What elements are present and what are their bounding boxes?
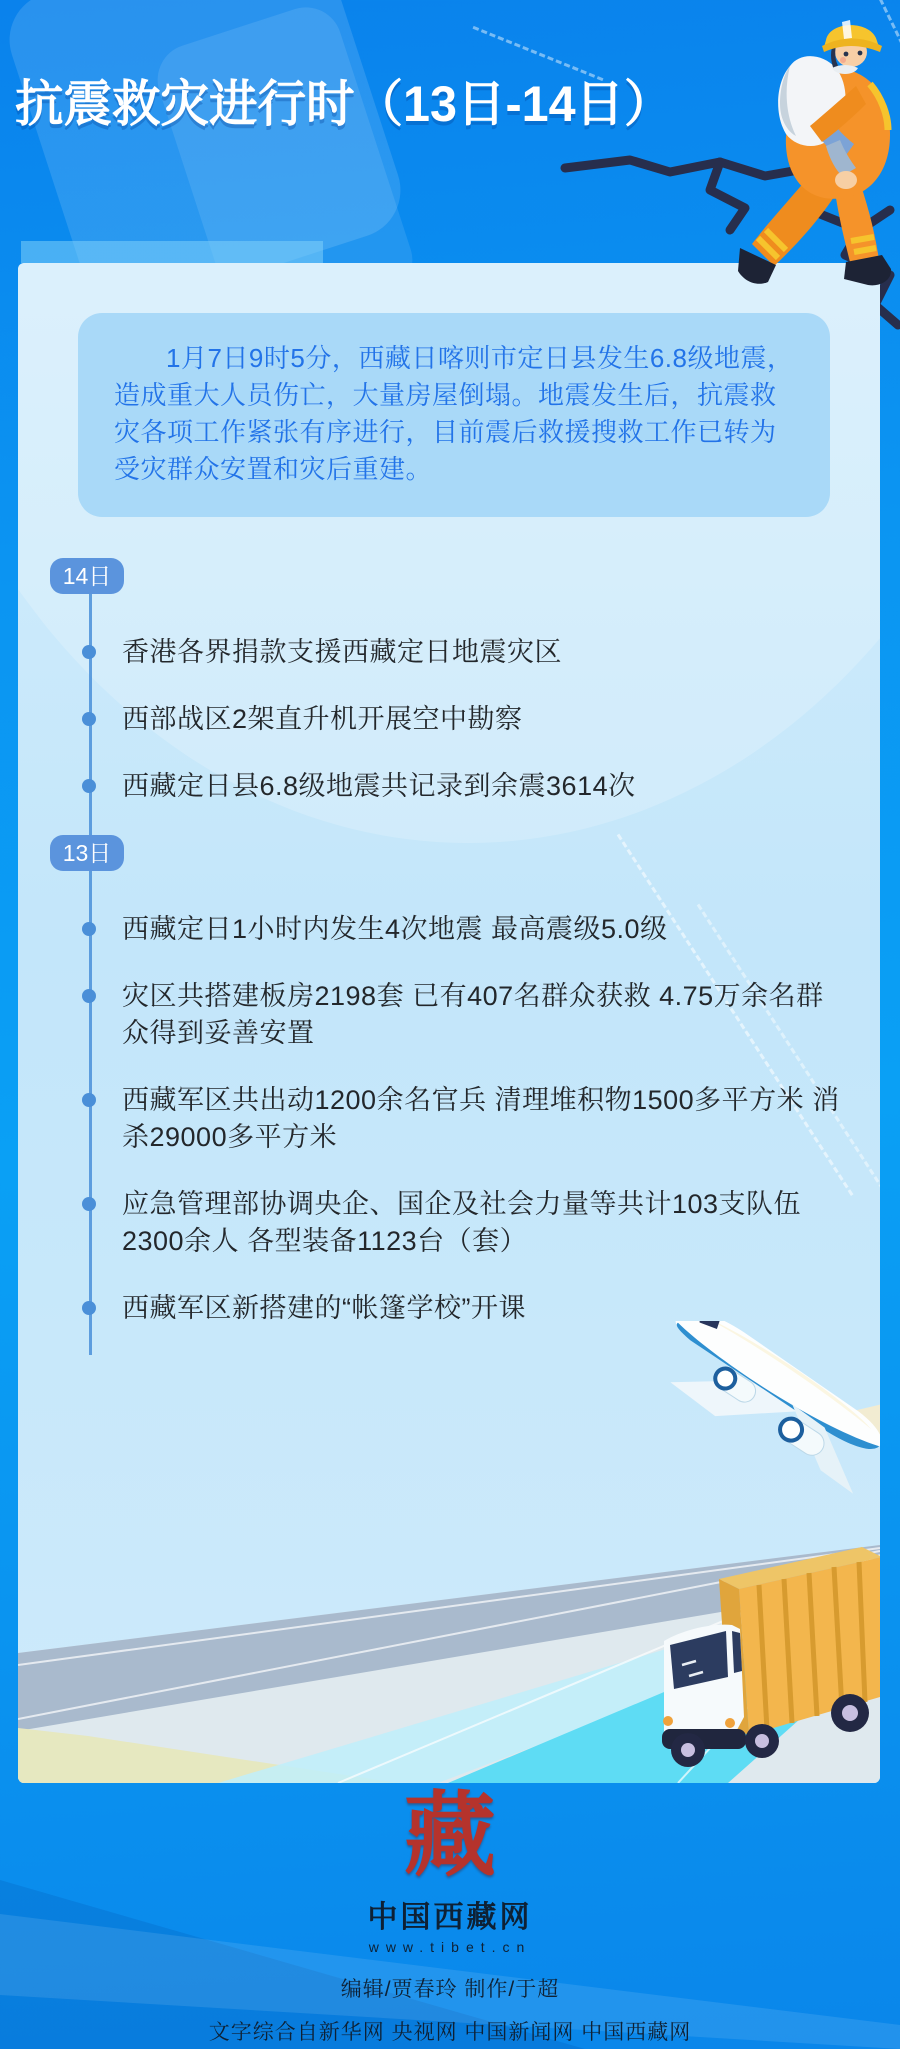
footer xyxy=(0,1785,900,2046)
bullet-dot xyxy=(82,1093,96,1107)
timeline-section xyxy=(50,835,860,1327)
intro-text: 1月7日9时5分，西藏日喀则市定日县发生6.8级地震，造成重大人员伤亡，大量房屋倒塌。地震发生后，抗震救灾各项工作紧张有序进行，目前震后救援搜救工作已转为受灾群众安置和灾后重建。 xyxy=(114,343,794,484)
timeline-item: 西藏军区共出动1200余名官兵 清理堆积物1500多平方米 消杀29000多平方米 xyxy=(50,1082,848,1156)
timeline-item: 应急管理部协调央企、国企及社会力量等共计103支队伍2300余人 各型装备1123台（套） xyxy=(50,1186,848,1260)
timeline-item: 灾区共搭建板房2198套 已有407名群众获救 4.75万余名群众得到妥善安置 xyxy=(50,978,848,1052)
bullet-dot xyxy=(82,922,96,936)
bullet-dot xyxy=(82,645,96,659)
bullet-dot xyxy=(82,779,96,793)
firefighter-illustration xyxy=(738,8,900,303)
credits: 编辑/贾春玲 制作/于超 xyxy=(340,1978,560,2001)
bullet-dot xyxy=(82,1301,96,1315)
timeline-item: 西部战区2架直升机开展空中勘察 xyxy=(50,701,848,738)
date-badge: 14日 xyxy=(50,558,124,594)
sources: 文字综合自新华网 央视网 中国新闻网 中国西藏网 xyxy=(208,2021,692,2044)
date-badge: 13日 xyxy=(50,835,124,871)
timeline-item: 香港各界捐款支援西藏定日地震灾区 xyxy=(50,634,848,671)
timeline-item: 西藏定日1小时内发生4次地震 最高震级5.0级 xyxy=(50,911,848,948)
timeline-section xyxy=(50,558,860,805)
site-name: 中国西藏网 xyxy=(367,1901,533,1934)
bullet-dot xyxy=(82,712,96,726)
page-title: 抗震救灾进行时（13日-14日） xyxy=(15,76,673,132)
timeline-item: 西藏军区新搭建的“帐篷学校”开课 xyxy=(50,1290,848,1327)
truck-illustration xyxy=(634,1545,880,1770)
content-panel xyxy=(18,263,880,1783)
timeline xyxy=(50,558,860,1357)
bullet-dot xyxy=(82,1197,96,1211)
intro-card xyxy=(78,313,830,517)
site-url: www.tibet.cn xyxy=(368,1939,532,1955)
timeline-item: 西藏定日县6.8级地震共记录到余震3614次 xyxy=(50,768,848,805)
decorative-bar xyxy=(21,241,323,263)
bullet-dot xyxy=(82,989,96,1003)
tibet-logo-icon: 藏 xyxy=(403,1785,496,1887)
